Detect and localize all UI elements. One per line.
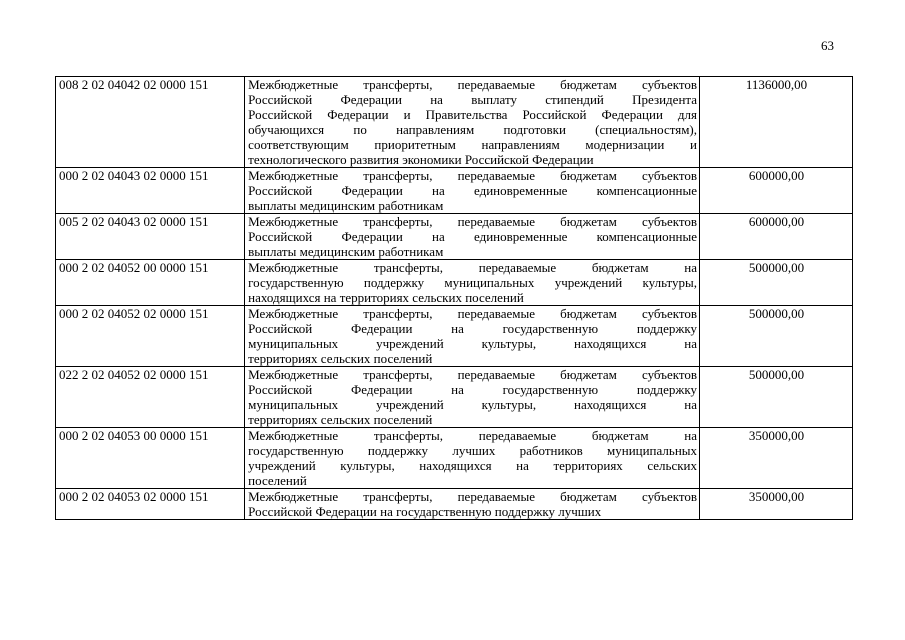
budget-code: 022 2 02 04052 02 0000 151 [56, 367, 245, 428]
description-line: территориях сельских поселений [248, 412, 433, 427]
table-row [56, 367, 853, 428]
description-line: Российской Федерации на единовременные компенсационные [248, 183, 698, 198]
description-line: Межбюджетные трансферты, передаваемые бюджетам субъектов [248, 214, 698, 229]
table-row [56, 260, 853, 306]
transfer-description [245, 168, 700, 214]
description-line: Межбюджетные трансферты, передаваемые бюджетам на [248, 428, 698, 443]
description-line: поселений [248, 473, 307, 488]
table-row [56, 306, 853, 367]
amount: 500000,00 [700, 306, 853, 367]
description-line: Российской Федерации на единовременные компенсационные [248, 229, 698, 244]
description-line: технологического развития экономики Российской Федерации [248, 152, 594, 167]
description-line: Российской Федерации на государственную поддержку [248, 382, 698, 397]
description-line: муниципальных учреждений культуры, находящихся на [248, 336, 698, 351]
transfer-description [245, 77, 700, 168]
description-line: выплаты медицинским работникам [248, 198, 444, 213]
description-line: Российской Федерации на государственную поддержку [248, 321, 698, 336]
budget-code: 000 2 02 04053 02 0000 151 [56, 489, 245, 520]
description-line: соответствующим приоритетным направлениям модернизации и [248, 137, 698, 152]
description-line: обучающихся по направлениям подготовки (специальностям), [248, 122, 698, 137]
description-line: государственную поддержку муниципальных учреждений культуры, [248, 275, 698, 290]
transfer-description [245, 306, 700, 367]
description-line: государственную поддержку лучших работников муниципальных [248, 443, 698, 458]
description-line: Межбюджетные трансферты, передаваемые бюджетам субъектов [248, 168, 698, 183]
description-line: выплаты медицинским работникам [248, 244, 444, 259]
budget-code: 000 2 02 04043 02 0000 151 [56, 168, 245, 214]
budget-code: 000 2 02 04053 00 0000 151 [56, 428, 245, 489]
description-line: территориях сельских поселений [248, 351, 433, 366]
description-line: Межбюджетные трансферты, передаваемые бюджетам субъектов [248, 367, 698, 382]
amount: 350000,00 [700, 489, 853, 520]
transfer-description [245, 214, 700, 260]
description-line: Межбюджетные трансферты, передаваемые бюджетам субъектов [248, 306, 698, 321]
table-row [56, 214, 853, 260]
transfer-description [245, 428, 700, 489]
table-row [56, 77, 853, 168]
description-line: Межбюджетные трансферты, передаваемые бюджетам субъектов [248, 77, 698, 92]
amount: 500000,00 [700, 367, 853, 428]
amount: 500000,00 [700, 260, 853, 306]
amount: 600000,00 [700, 214, 853, 260]
transfer-description [245, 489, 700, 520]
description-line: Межбюджетные трансферты, передаваемые бюджетам субъектов [248, 489, 698, 504]
budget-table [55, 76, 853, 520]
description-line: Межбюджетные трансферты, передаваемые бюджетам на [248, 260, 698, 275]
description-line: находящихся на территориях сельских поселений [248, 290, 524, 305]
amount: 1136000,00 [700, 77, 853, 168]
description-line: Российской Федерации на выплату стипендий Президента [248, 92, 698, 107]
amount: 350000,00 [700, 428, 853, 489]
table-row [56, 428, 853, 489]
description-line: муниципальных учреждений культуры, находящихся на [248, 397, 698, 412]
description-line: Российской Федерации и Правительства Российской Федерации для [248, 107, 698, 122]
description-line: Российской Федерации на государственную поддержку лучших [248, 504, 602, 519]
description-line: учреждений культуры, находящихся на территориях сельских [248, 458, 698, 473]
table-row [56, 168, 853, 214]
transfer-description [245, 260, 700, 306]
transfer-description [245, 367, 700, 428]
amount: 600000,00 [700, 168, 853, 214]
page-number: 63 [821, 38, 834, 53]
budget-code: 000 2 02 04052 00 0000 151 [56, 260, 245, 306]
table-row [56, 489, 853, 520]
budget-code: 000 2 02 04052 02 0000 151 [56, 306, 245, 367]
budget-code: 005 2 02 04043 02 0000 151 [56, 214, 245, 260]
budget-code: 008 2 02 04042 02 0000 151 [56, 77, 245, 168]
